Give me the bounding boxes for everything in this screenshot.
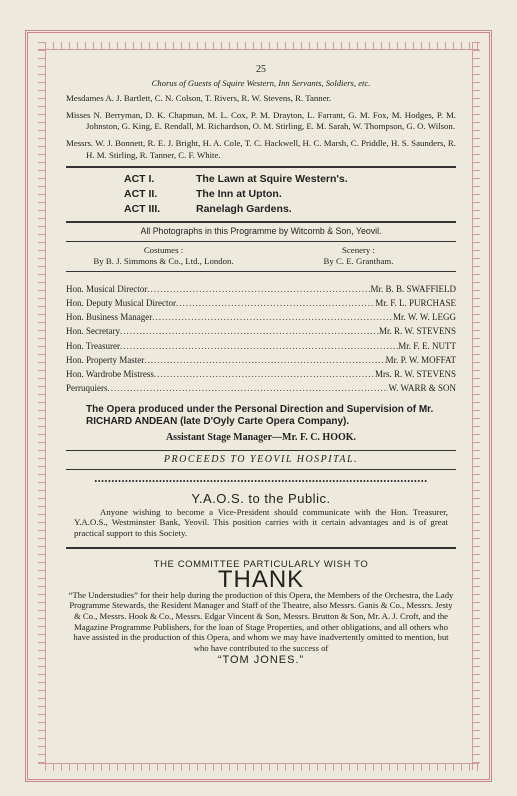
- costumes-credit: Costumes : By B. J. Simmons & Co., Ltd., London.: [93, 244, 234, 266]
- committee-line: THE COMMITTEE PARTICULARLY WISH TO: [153, 558, 369, 570]
- border-band-left: [38, 42, 46, 770]
- proceeds-banner: PROCEEDS TO YEOVIL HOSPITAL.: [66, 450, 456, 470]
- officials-list: [66, 282, 456, 396]
- divider: [66, 547, 456, 549]
- star-divider: ••••••••••••••••••••••••••••••••••••••••••••••••••••••••••••••••••••••••••••••••••••••••••••••••••: [94, 476, 428, 486]
- yaos-heading: Y.A.O.S. to the Public.: [191, 491, 331, 507]
- show-title: “TOM JONES.”: [217, 654, 305, 667]
- thanks-text: “The Understudies” for their help during the production of this Opera, the Members of the Orchestra, the Lady Programme Stewards, the Resident Manager and Staff of the Theatre, also Messrs. Ganis & Co., Messrs. Jesty & Co., Messrs. Hook & Co., Messrs. Edgar Vincent & Son, Messrs. Brutton & Son, Mr. A. J. Croft, and the Magazine Programme Publishers, for the loan of Stage Properties, and other obligations, and all others who have assisted in the production of this Opera, and whom we may have inadvertently omitted to mention, but who have contributed to the success of: [68, 589, 454, 653]
- divider: [66, 241, 456, 242]
- cast-misses: Misses N. Berryman, D. K. Chapman, M. L. Cox, P. M. Drayton, L. Farrant, G. M. Fox, M. Hodges, P. M. Johnston, G. King, E. Rendall, M. Richardson, O. M. Stirling, E. M. Sarah, W. Thompson, G. O. Wilson.: [66, 109, 456, 132]
- official-row: Hon. Musical Director ..... Mr. B. B. SWAFFIELD: [66, 282, 456, 296]
- border-band-top: [38, 42, 479, 50]
- director-note: The Opera produced under the Personal Direction and Supervision of Mr. RICHARD ANDEAN (late D'Oyly Carte Opera Company).: [86, 404, 434, 428]
- official-row: Hon. Wardrobe Mistress ..... Mrs. R. W. STEVENS: [66, 367, 456, 381]
- divider: [66, 221, 456, 223]
- official-row: Hon. Secretary ..... Mr. R. W. STEVENS: [66, 324, 456, 338]
- act-row: ACT III. Ranelagh Gardens.: [124, 203, 292, 216]
- page-number: 25: [256, 64, 266, 75]
- official-row: Hon. Treasurer ..... Mr. F. E. NUTT: [66, 339, 456, 353]
- divider: [66, 166, 456, 168]
- design-credits: [66, 245, 456, 267]
- act-row: ACT I. The Lawn at Squire Western's.: [124, 173, 348, 186]
- thank-heading: THANK: [217, 566, 305, 594]
- official-row: Hon. Business Manager ..... Mr. W. W. LEGG: [66, 310, 456, 324]
- border-band-bottom: [38, 763, 479, 771]
- page-content: [66, 64, 456, 667]
- scenery-credit: Scenery : By C. E. Grantham.: [323, 244, 394, 266]
- photos-credit: All Photographs in this Programme by Witcomb & Son, Yeovil.: [140, 226, 382, 237]
- chorus-heading: Chorus of Guests of Squire Western, Inn Servants, Soldiers, etc.: [151, 77, 371, 88]
- cast-messrs: Messrs. W. J. Bonnett, R. E. J. Bright, H. A. Cole, T. C. Hackwell, H. C. Marsh, C. Priddle, H. S. Saunders, R. H. M. Stirling, R. Tanner, C. F. White.: [66, 137, 456, 160]
- divider: [66, 271, 456, 272]
- stage-manager: Assistant Stage Manager—Mr. F. C. HOOK.: [165, 432, 357, 444]
- act-row: ACT II. The Inn at Upton.: [124, 188, 282, 201]
- official-row: Perruquiers ..... W. WARR & SON: [66, 381, 456, 395]
- yaos-text: Anyone wishing to become a Vice-President should communicate with the Hon. Treasurer, Y.A.O.S., Westminster Bank, Yeovil. This position carries with it certain advantages and is of great practical support to this Society.: [74, 506, 448, 538]
- official-row: Hon. Deputy Musical Director ..... Mr. F. L. PURCHASE: [66, 296, 456, 310]
- border-band-right: [472, 42, 480, 770]
- acts-list: [66, 172, 456, 217]
- cast-mesdames: Mesdames A. J. Bartlett, C. N. Colson, T. Rivers, R. W. Stevens, R. Tanner.: [66, 93, 332, 104]
- official-row: Hon. Property Master ..... Mr. P. W. MOFFAT: [66, 353, 456, 367]
